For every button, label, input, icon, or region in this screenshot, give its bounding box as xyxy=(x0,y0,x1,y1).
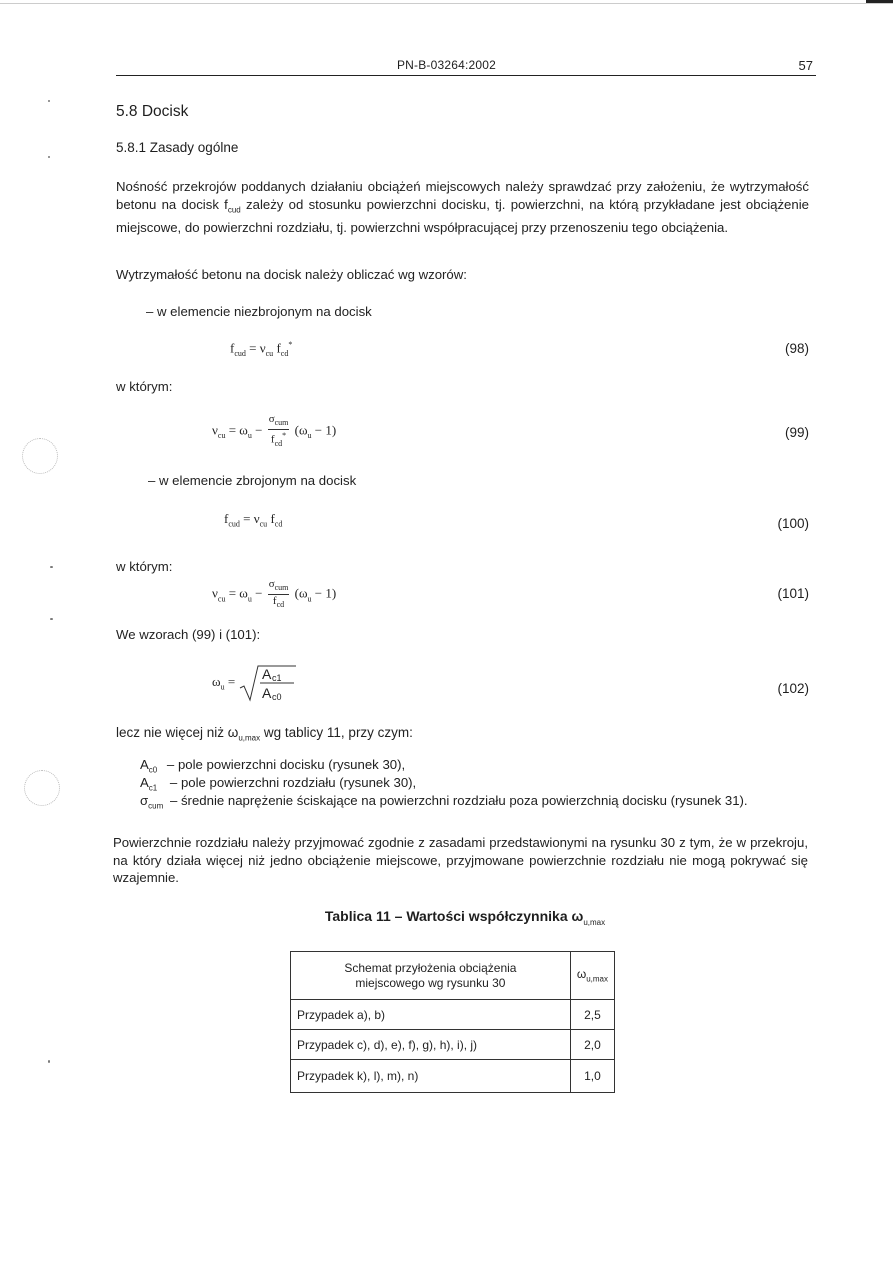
paragraph-distribution: Powierzchnie rozdziału należy przyjmować zgodnie z zasadami przedstawionymi na rysunku 30 z tym, że w przekroju, na który działa więcej niż jedno obciążenie miejscowe, przyjmowane powierzchnie rozdziału nie mogą pokrywać się wzajemnie. xyxy=(113,835,808,885)
svg-text:A: A xyxy=(262,666,272,682)
bullet-reinforced: – w elemencie zbrojonym na docisk xyxy=(148,473,357,488)
legend-symbol: A xyxy=(140,757,149,772)
legend-symbol: σ xyxy=(140,793,149,808)
label-we-wzorach: We wzorach (99) i (101): xyxy=(116,627,261,642)
table-row xyxy=(291,1060,615,1093)
scan-speck xyxy=(48,1060,50,1063)
svg-text:c0: c0 xyxy=(272,692,282,702)
legend-symbol-sub: c1 xyxy=(148,783,158,793)
paragraph-limit-rest: wg tablicy 11, przy czym: xyxy=(260,725,413,740)
square-root-sign-icon xyxy=(238,664,298,702)
table-header-row xyxy=(291,952,615,1000)
table-row xyxy=(291,1030,615,1060)
legend-dash: – xyxy=(166,757,175,772)
coefficient-table xyxy=(290,951,615,1093)
paragraph-intro-rest: zależy od stosunku powierzchni docisku, tj. powierzchni, na którą przykładane jest obciążenie miejscowe, do powierzchni rozdziału, tj. powierzchni współpracującej przy przenoszeniu tego obciążenia. xyxy=(116,196,809,235)
legend-dash: – xyxy=(169,793,178,808)
legend-item-ac0 xyxy=(140,757,405,775)
label-w-ktorym-1: w którym: xyxy=(116,379,173,394)
punch-hole-top xyxy=(22,438,58,474)
table-cell-value: 1,0 xyxy=(570,1060,614,1093)
header-rule xyxy=(116,75,816,76)
subsection-title: 5.8.1 Zasady ogólne xyxy=(116,140,239,155)
paragraph-formulas-intro: Wytrzymałość betonu na docisk należy obliczać wg wzorów: xyxy=(116,267,467,282)
equation-98: $f_{cud} = \nu_{cu}$ $f_{cd}^*$ xyxy=(230,340,293,358)
legend-symbol: A xyxy=(140,775,149,790)
equation-99: $\nu_{cu} = \omega_u$ − $\frac{\sigma_{cum}}{f_{cd}^*}$ $(\omega_u - 1)$ xyxy=(212,413,337,449)
table-cell-value: 2,5 xyxy=(570,1000,614,1030)
legend-text: średnie naprężenie ściskające na powierzchni rozdziału poza powierzchnią docisku (rysunek 31). xyxy=(180,793,748,808)
legend-text: pole powierzchni rozdziału (rysunek 30), xyxy=(180,775,417,790)
legend-symbol-sub: c0 xyxy=(148,765,158,775)
table-cell-case: Przypadek k), l), m), n) xyxy=(291,1060,571,1093)
table-title xyxy=(0,908,893,927)
table-cell-case: Przypadek a), b) xyxy=(291,1000,571,1030)
page-header-standard: PN-B-03264:2002 xyxy=(396,58,497,72)
equation-number-101: (101) xyxy=(777,586,809,601)
section-title: 5.8 Docisk xyxy=(116,103,189,120)
table-title-sub: u,max xyxy=(583,917,606,927)
equation-number-100: (100) xyxy=(777,516,809,531)
punch-hole-bottom xyxy=(24,770,60,806)
legend-text: pole powierzchni docisku (rysunek 30), xyxy=(177,757,406,772)
square-root-102 xyxy=(238,664,298,702)
svg-text:c1: c1 xyxy=(272,673,282,683)
corner-mark xyxy=(866,0,893,3)
table-title-text: Tablica 11 – Wartości współczynnika ω xyxy=(324,908,584,924)
table-header-omega xyxy=(570,952,614,1000)
scan-speck xyxy=(48,100,50,102)
table-header-scheme: Schemat przyłożenia obciążenia miejscowego wg rysunku 30 xyxy=(291,952,571,1000)
table-cell-value: 2,0 xyxy=(570,1030,614,1060)
legend-item-sigma-cum xyxy=(140,793,748,811)
legend-item-ac1 xyxy=(140,775,416,793)
legend-symbol-sub: cum xyxy=(148,801,164,811)
paragraph-limit-start: lecz nie więcej niż ω xyxy=(116,725,239,740)
table-header-omega-symbol: ω xyxy=(576,967,587,982)
table-cell-case: Przypadek c), d), e), f), g), h), i), j) xyxy=(291,1030,571,1060)
paragraph-intro-sub: cud xyxy=(227,205,241,215)
fraction-101: $\frac{\sigma_{cum}}{f_{cd}}$ xyxy=(268,578,289,610)
equation-number-102: (102) xyxy=(777,681,809,696)
fraction-99: $\frac{\sigma_{cum}}{f_{cd}^*}$ xyxy=(268,413,289,449)
equation-100: $f_{cud} = \nu_{cu}$ $f_{cd}$ xyxy=(224,511,283,529)
paragraph-intro xyxy=(116,178,809,236)
scan-speck xyxy=(48,156,50,158)
equation-101: $\nu_{cu} = \omega_u$ − $\frac{\sigma_{cum}}{f_{cd}}$ $(\omega_u - 1)$ xyxy=(212,578,337,610)
label-w-ktorym-2: w którym: xyxy=(116,559,173,574)
bullet-unreinforced: – w elemencie niezbrojonym na docisk xyxy=(146,304,372,319)
table-row xyxy=(291,1000,615,1030)
svg-text:A: A xyxy=(262,685,272,701)
table-header-omega-sub: u,max xyxy=(586,974,608,984)
paragraph-intro-start: Nośność przekrojów poddanych działaniu obciążeń miejscowych należy sprawdzać przy założeniu, że wytrzymałość betonu na docisk f xyxy=(116,179,809,212)
top-scan-line xyxy=(0,3,893,4)
equation-number-98: (98) xyxy=(784,341,809,356)
equation-number-99: (99) xyxy=(784,425,809,440)
scan-speck xyxy=(50,618,53,620)
scan-speck xyxy=(50,566,53,568)
paragraph-limit xyxy=(116,724,413,747)
paragraph-limit-sub: u,max xyxy=(238,733,261,743)
page-number: 57 xyxy=(798,58,813,73)
legend-dash: – xyxy=(169,775,178,790)
equation-102: $\omega_u$ = A c1 A c0 xyxy=(212,664,298,702)
